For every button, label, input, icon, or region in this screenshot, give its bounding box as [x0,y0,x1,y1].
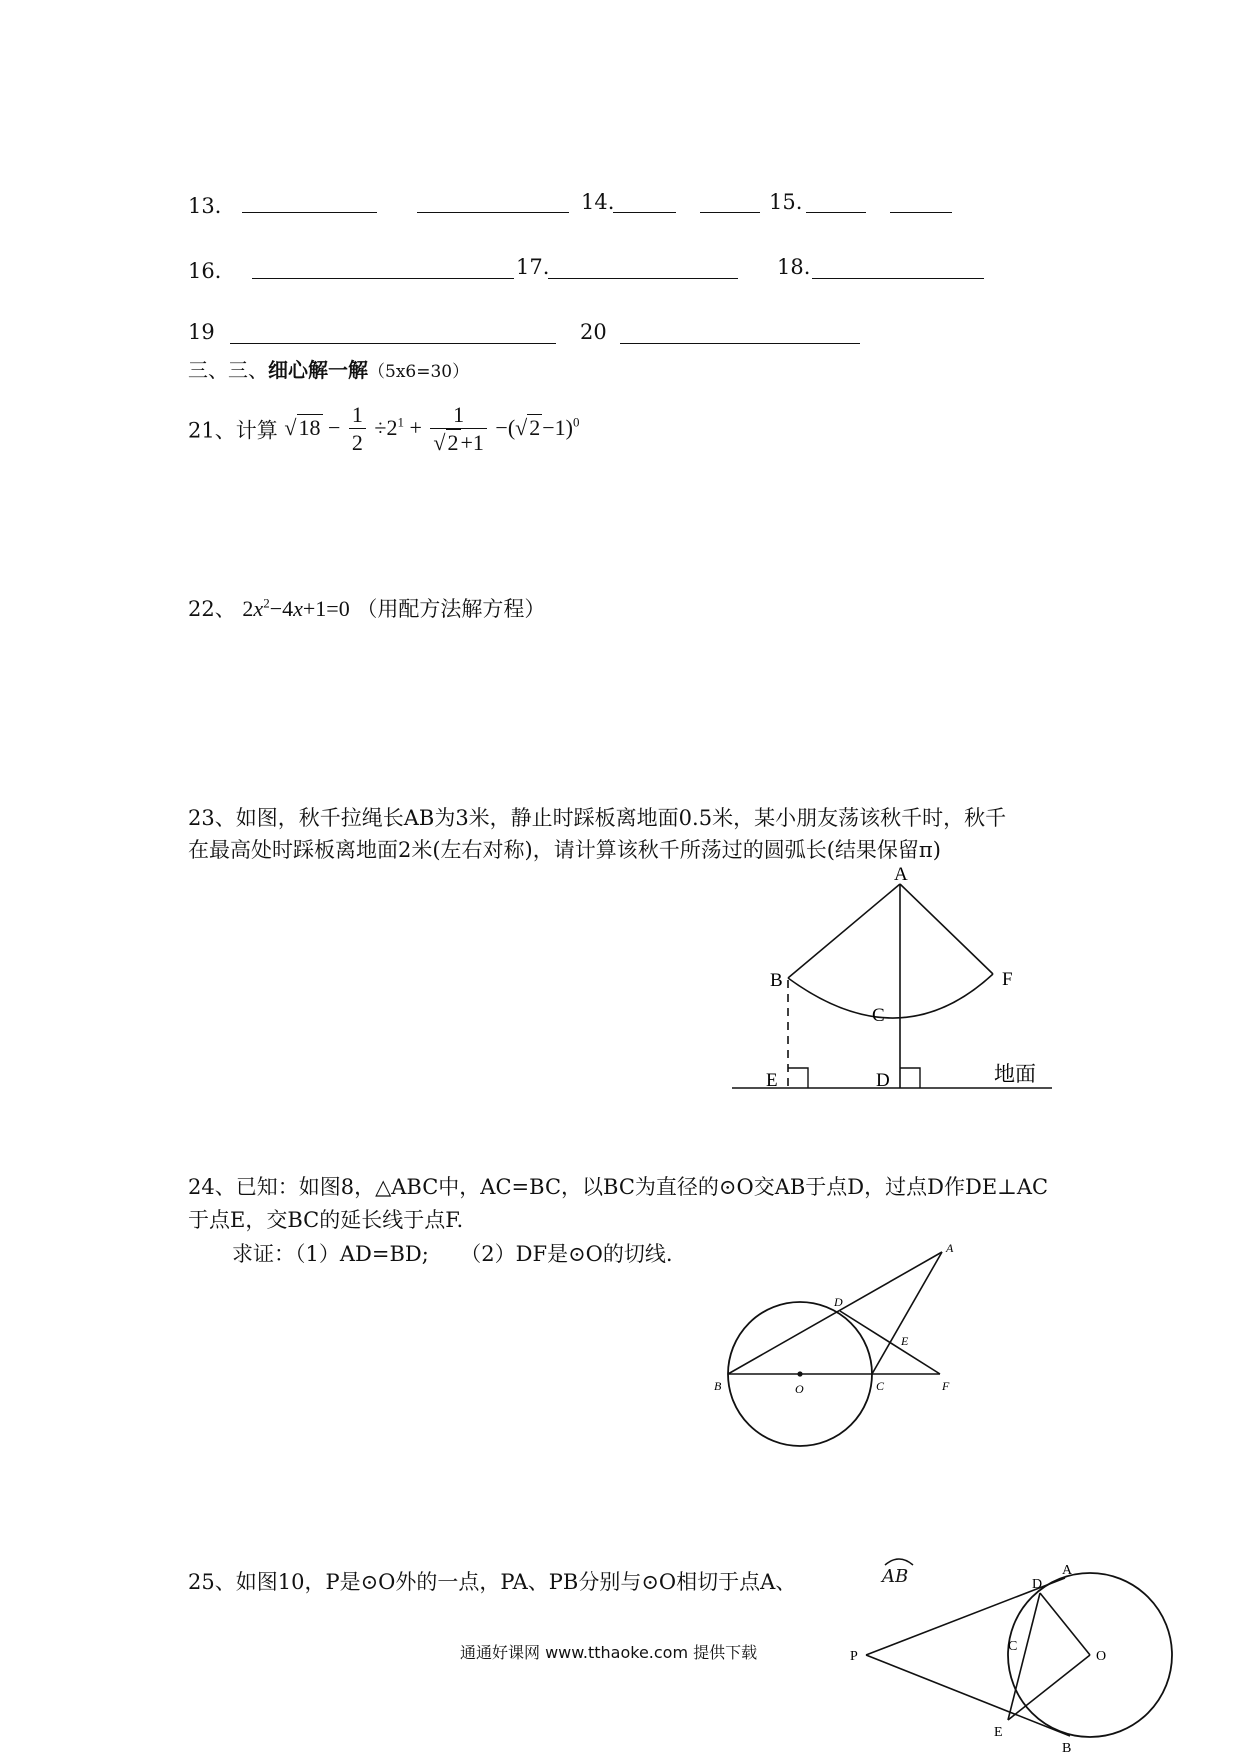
blank-20-label: 20 [580,320,607,344]
line-eo [1008,1655,1090,1720]
minus-sign: − [328,414,341,440]
center-dot [797,1371,802,1376]
var-x2: x [293,596,303,621]
fraction-half [349,402,366,457]
section-score: （5x6=30） [368,362,470,382]
circle-triangle-figure [700,1240,970,1455]
label-e: E [766,1070,778,1091]
label-c: C [1008,1639,1018,1654]
right-angle-e [788,1068,808,1088]
blank-18[interactable] [812,278,984,279]
line-ac [872,1252,942,1374]
q24-line2: 于点E，交BC的延长线于点F. [188,1208,464,1232]
coef-b: −4 [269,596,294,621]
label-o: O [1096,1649,1107,1664]
blank-16-label: 16． [188,259,236,283]
den-root: 2 [447,430,459,455]
q24-line3: 求证：（1）AD=BD; （2）DF是⊙O的切线. [232,1242,673,1266]
rope-ab [788,884,900,978]
line-df [840,1311,940,1374]
section-prefix: 三、三、 [188,358,268,382]
q22-equation [242,596,349,621]
swing-arc [788,974,993,1018]
const-part: +1=0 [302,596,350,621]
exponent-zero: 0 [572,414,580,430]
arc-ab-text: AB [882,1566,909,1587]
blank-14b[interactable] [700,212,760,213]
blank-18-label: 18. [777,255,811,279]
label-d: D [834,1295,843,1309]
exponent: 1 [397,414,404,430]
right-angle-d [900,1068,920,1088]
label-c: C [872,1005,885,1026]
reciprocal-denominator: √2+1 [433,430,484,455]
q23-line1: 23、如图，秋千拉绳长AB为3米，静止时踩板离地面0.5米，某小朋友荡该秋千时，秋千 [188,806,1007,830]
blank-19[interactable] [230,343,556,344]
plus-sign: + [409,414,422,440]
blank-15b[interactable] [890,212,952,213]
blank-20[interactable] [620,343,860,344]
half-denominator: 2 [351,430,363,455]
blank-17[interactable] [548,278,738,279]
section-title: 细心解一解 [268,358,368,382]
blank-13b[interactable] [417,212,569,213]
blank-19-label: 19 [188,320,215,344]
divide-two: ÷2 [374,414,398,440]
paren-close: −1) [542,414,573,440]
label-d: D [1032,1577,1043,1592]
line-do [1040,1593,1090,1655]
question-21 [188,402,579,457]
q23-line2: 在最高处时踩板离地面2米(左右对称)，请计算该秋千所荡过的圆弧长(结果保留π) [188,838,941,862]
coef-a: 2 [242,596,254,621]
label-b: B [770,970,783,991]
blank-15-label: 15. [769,190,803,214]
blank-13a[interactable] [242,212,377,213]
tangent-figure [840,1560,1180,1754]
swing-figure [720,858,1070,1098]
label-e: E [901,1334,909,1348]
fraction-reciprocal [430,402,487,457]
q22-note: （用配方法解方程） [356,597,546,621]
label-a: A [946,1241,954,1255]
q21-expression: √18 − $\frac{1}{2}$ $\div 2^1$ + $\frac{1}{√2+1}$ $-(√2-1)^0$ [284,402,580,455]
q21-label: 21、计算 [188,418,278,443]
blank-16[interactable] [252,278,514,279]
line-de [1008,1593,1040,1720]
q24-line1: 24、已知：如图8，△ABC中，AC=BC，以BC为直径的⊙O交AB于点D，过点D作DE⊥AC [188,1175,1049,1199]
question-22 [188,593,545,623]
section-heading [188,354,469,383]
minus-paren: −( [495,414,516,440]
label-b: B [714,1379,722,1393]
label-o: O [795,1382,804,1396]
blank-13-label: 13． [188,194,236,218]
label-ground: 地面 [994,1062,1036,1086]
root-2: 2 [529,414,541,440]
blank-15a[interactable] [806,212,866,213]
label-d: D [876,1070,890,1091]
half-numerator: 1 [349,402,366,429]
label-e: E [994,1725,1003,1740]
blank-14a[interactable] [613,212,676,213]
label-a: A [1062,1563,1073,1578]
reciprocal-numerator: 1 [430,402,487,429]
den-rest: +1 [460,430,484,455]
label-b: B [1062,1741,1072,1754]
label-c: C [876,1379,885,1393]
square: 2 [263,595,270,611]
q22-label: 22、 [188,597,236,621]
q25-line1: 25、如图10，P是⊙O外的一点，PA、PB分别与⊙O相切于点A、 [188,1570,797,1594]
label-p: P [850,1649,858,1664]
sqrt-18: 18 [298,414,321,440]
footer: 通通好课网 www.tthaoke.com 提供下载 [460,1643,758,1662]
label-f: F [1002,969,1013,990]
label-f: F [942,1379,950,1393]
blank-14-label: 14. [581,190,615,214]
var-x: x [253,596,264,621]
blank-17-label: 17. [516,255,550,279]
rope-af [900,884,993,974]
label-a: A [894,864,908,885]
